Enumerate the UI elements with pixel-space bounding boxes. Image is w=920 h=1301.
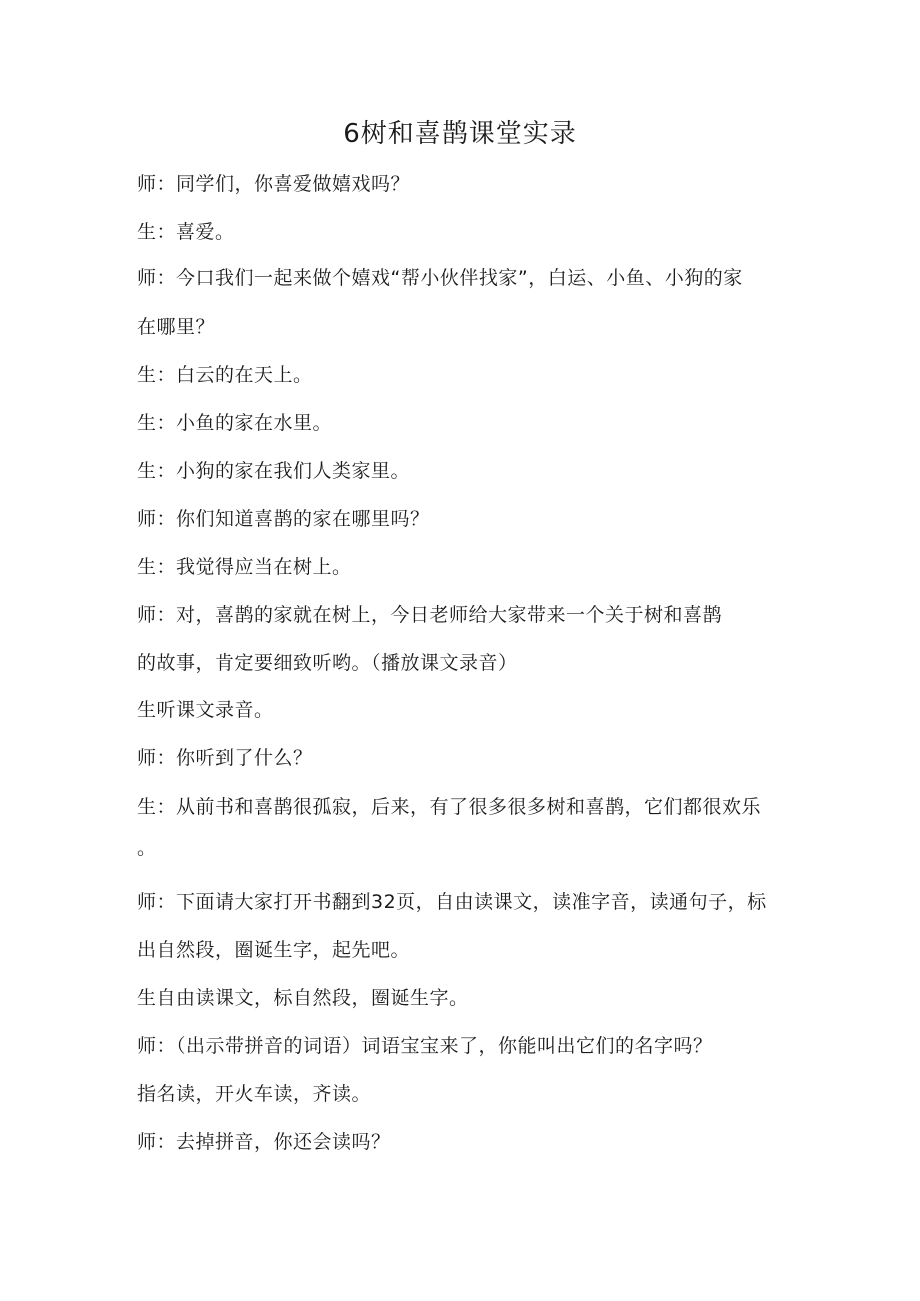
dialogue-line: 生：白云的在天上。: [137, 364, 313, 386]
document-title: 6树和喜鹊课堂实录: [343, 119, 577, 149]
dialogue-line: 生：小狗的家在我们人类家里。: [137, 460, 411, 482]
dialogue-line: 师：今口我们一起来做个嬉戏“帮小伙伴找家”，白运、小鱼、小狗的家: [137, 267, 743, 289]
dialogue-line: 生听课文录音。: [137, 699, 274, 721]
dialogue-line: 师：去掉拼音，你还会读吗？: [137, 1131, 391, 1153]
dialogue-line: 师：你听到了什么？: [137, 747, 313, 769]
dialogue-line: 生自由读课文，标自然段，圈诞生字。: [137, 987, 469, 1009]
dialogue-line: 指名读，开火车读，齐读。: [137, 1083, 372, 1105]
dialogue-line: 师：同学们，你喜爱做嬉戏吗？: [137, 173, 411, 195]
dialogue-line: 生：我觉得应当在树上。: [137, 556, 352, 578]
dialogue-line: 师：你们知道喜鹊的家在哪里吗？: [137, 508, 430, 530]
dialogue-line: 出自然段，圈诞生字，起先吧。: [137, 939, 411, 961]
dialogue-line: 生：喜爱。: [137, 221, 235, 243]
dialogue-line: 师：下面请大家打开书翻到32页，自由读课文，读准字音，读通句子，标: [137, 891, 767, 913]
dialogue-line: 师：对，喜鹊的家就在树上，今日老师给大家带来一个关于树和喜鹊: [137, 604, 723, 626]
dialogue-line: 。: [137, 837, 157, 859]
dialogue-line: 在哪里？: [137, 316, 216, 338]
dialogue-line: 生：从前书和喜鹊很孤寂，后来，有了很多很多树和喜鹊，它们都很欢乐: [137, 796, 762, 818]
dialogue-line: 师：（出示带拼音的词语）词语宝宝来了，你能叫出它们的名字吗？: [137, 1035, 713, 1057]
dialogue-line: 的故事，肯定要细致听哟。（播放课文录音）: [137, 652, 518, 674]
dialogue-line: 生：小鱼的家在水里。: [137, 412, 333, 434]
